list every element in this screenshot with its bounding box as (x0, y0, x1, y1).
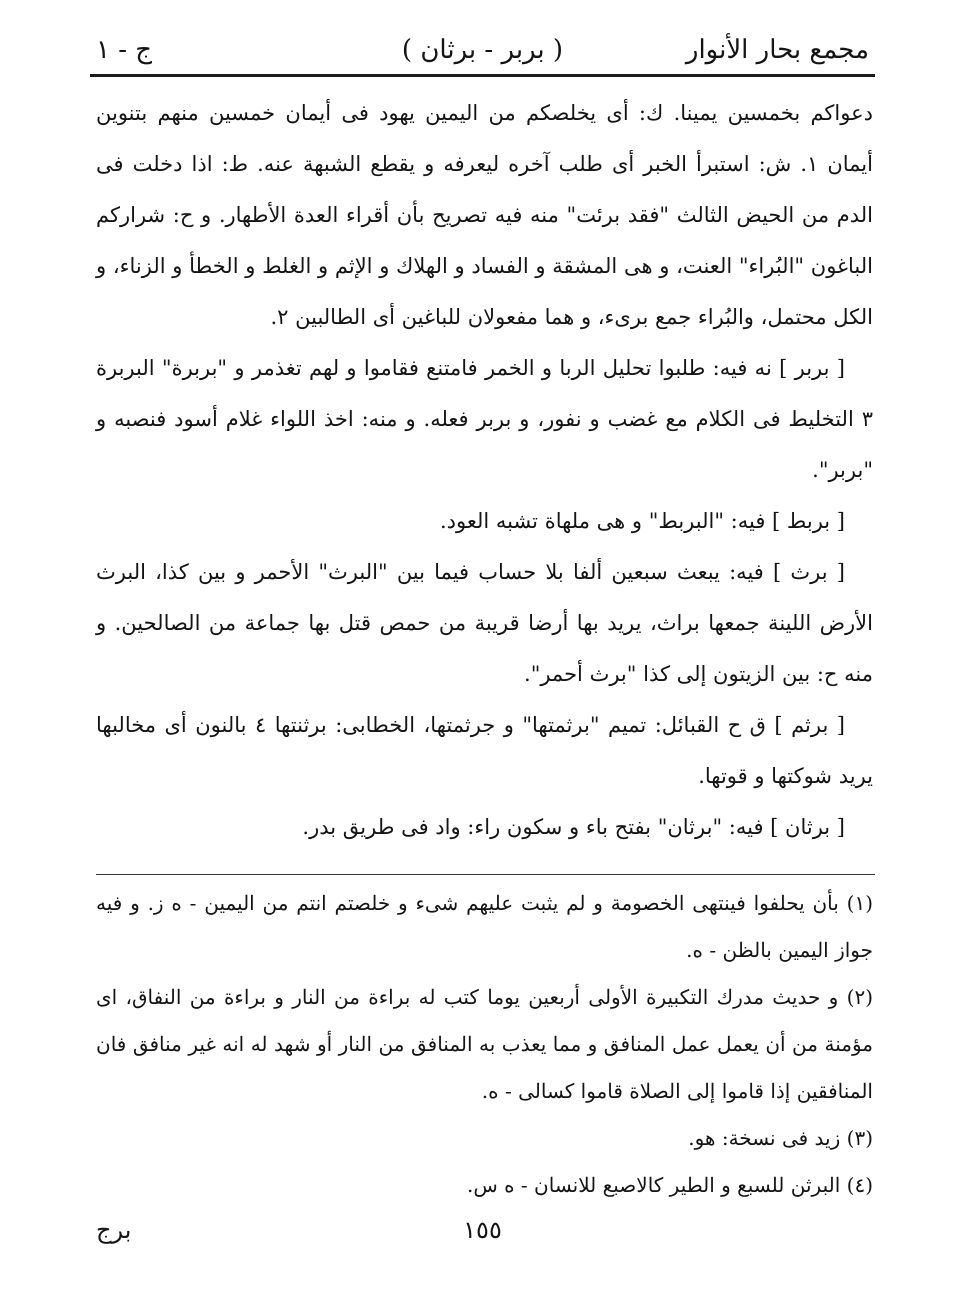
footnote-1: (١) بأن يحلفوا فينتهى الخصومة و لم يثبت عليهم شىء و خلصتم انتم من اليمين - ه ز. و فيه جواز اليمين بالظن - ه. (96, 891, 873, 962)
footnote-rule (96, 874, 875, 875)
entry-barthm: [ برثم ] ق ح القبائل: تميم "برثمتها" و جرثمتها، الخطابى: برثنتها ٤ بالنون أى مخالبها يريد شوكتها و قوتها. (96, 713, 873, 788)
paragraph-continuation: دعواكم بخمسين يمينا. ك: أى يخلصكم من اليمين يهود فى أيمان خمسين منهم بتنوين أيمان ١. ش: استبرأ الخبر أى طلب آخره ليعرفه و يقطع الشبهة عنه. ط: اذا دخلت فى الدم من الحيض الثالث "فقد برئت" منه فيه تصريح بأن أقراء العدة الأطهار. و ح: شراركم الباغون "البُراء" العنت، و هى المشقة و الفساد و الهلاك و الإثم و الغلط و الخطأ و الزناء، و الكل محتمل، والبُراء جمع برىء، و هما مفعولان للباغين أى الطالبين ٢. (96, 101, 873, 329)
entry-barbar: [ بربر ] نه فيه: طلبوا تحليل الربا و الخمر فامتنع فقاموا و لهم تغذمر و "بربرة" البربرة ٣ التخليط فى الكلام مع غضب و نفور، و بربر فعله. و منه: اخذ اللواء غلام أسود فنصبه و "بربر". (96, 356, 873, 482)
footnote-3: (٣) زيد فى نسخة: هو. (688, 1126, 873, 1150)
catchword: برج (96, 1216, 132, 1244)
footnote-2: (٢) و حديث مدرك التكبيرة الأولى أربعين يوما كتب له براءة من النار و براءة من النفاق، اى مؤمنة من أن يعمل عمل المنافق و مما يعذب به المنافق من النار أو شهد له انه غير منافق فان المنافقين إذا قاموا إلى الصلاة قاموا كسالى - ه. (96, 985, 873, 1103)
main-text (96, 88, 873, 853)
header-rule (90, 74, 875, 77)
entry-barth: [ برث ] فيه: يبعث سبعين ألفا بلا حساب فيما بين "البرث" الأحمر و بين كذا، البرث الأرض اللينة جمعها براث، يريد بها أرضا قريبة من حمص قتل بها جماعة من الصالحين. و منه ح: بين الزيتون إلى كذا "برث أحمر". (96, 560, 873, 686)
page-footer (96, 1210, 869, 1250)
volume-label: ج - ١ (96, 35, 153, 65)
page-header (96, 28, 869, 72)
entry-barbat: [ بربط ] فيه: "البربط" و هى ملهاة تشبه العود. (439, 509, 845, 533)
footnotes (96, 880, 873, 1209)
entry-barthan: [ برثان ] فيه: "برثان" بفتح باء و سكون راء: واد فى طريق بدر. (302, 815, 845, 839)
footnote-4: (٤) البرثن للسبع و الطير كالاصبع للانسان - ه س. (466, 1173, 873, 1197)
book-title: مجمع بحار الأنوار (685, 35, 869, 65)
entry-range: ( بربر - برثان ) (401, 35, 564, 65)
page-number: ١٥٥ (463, 1216, 502, 1244)
